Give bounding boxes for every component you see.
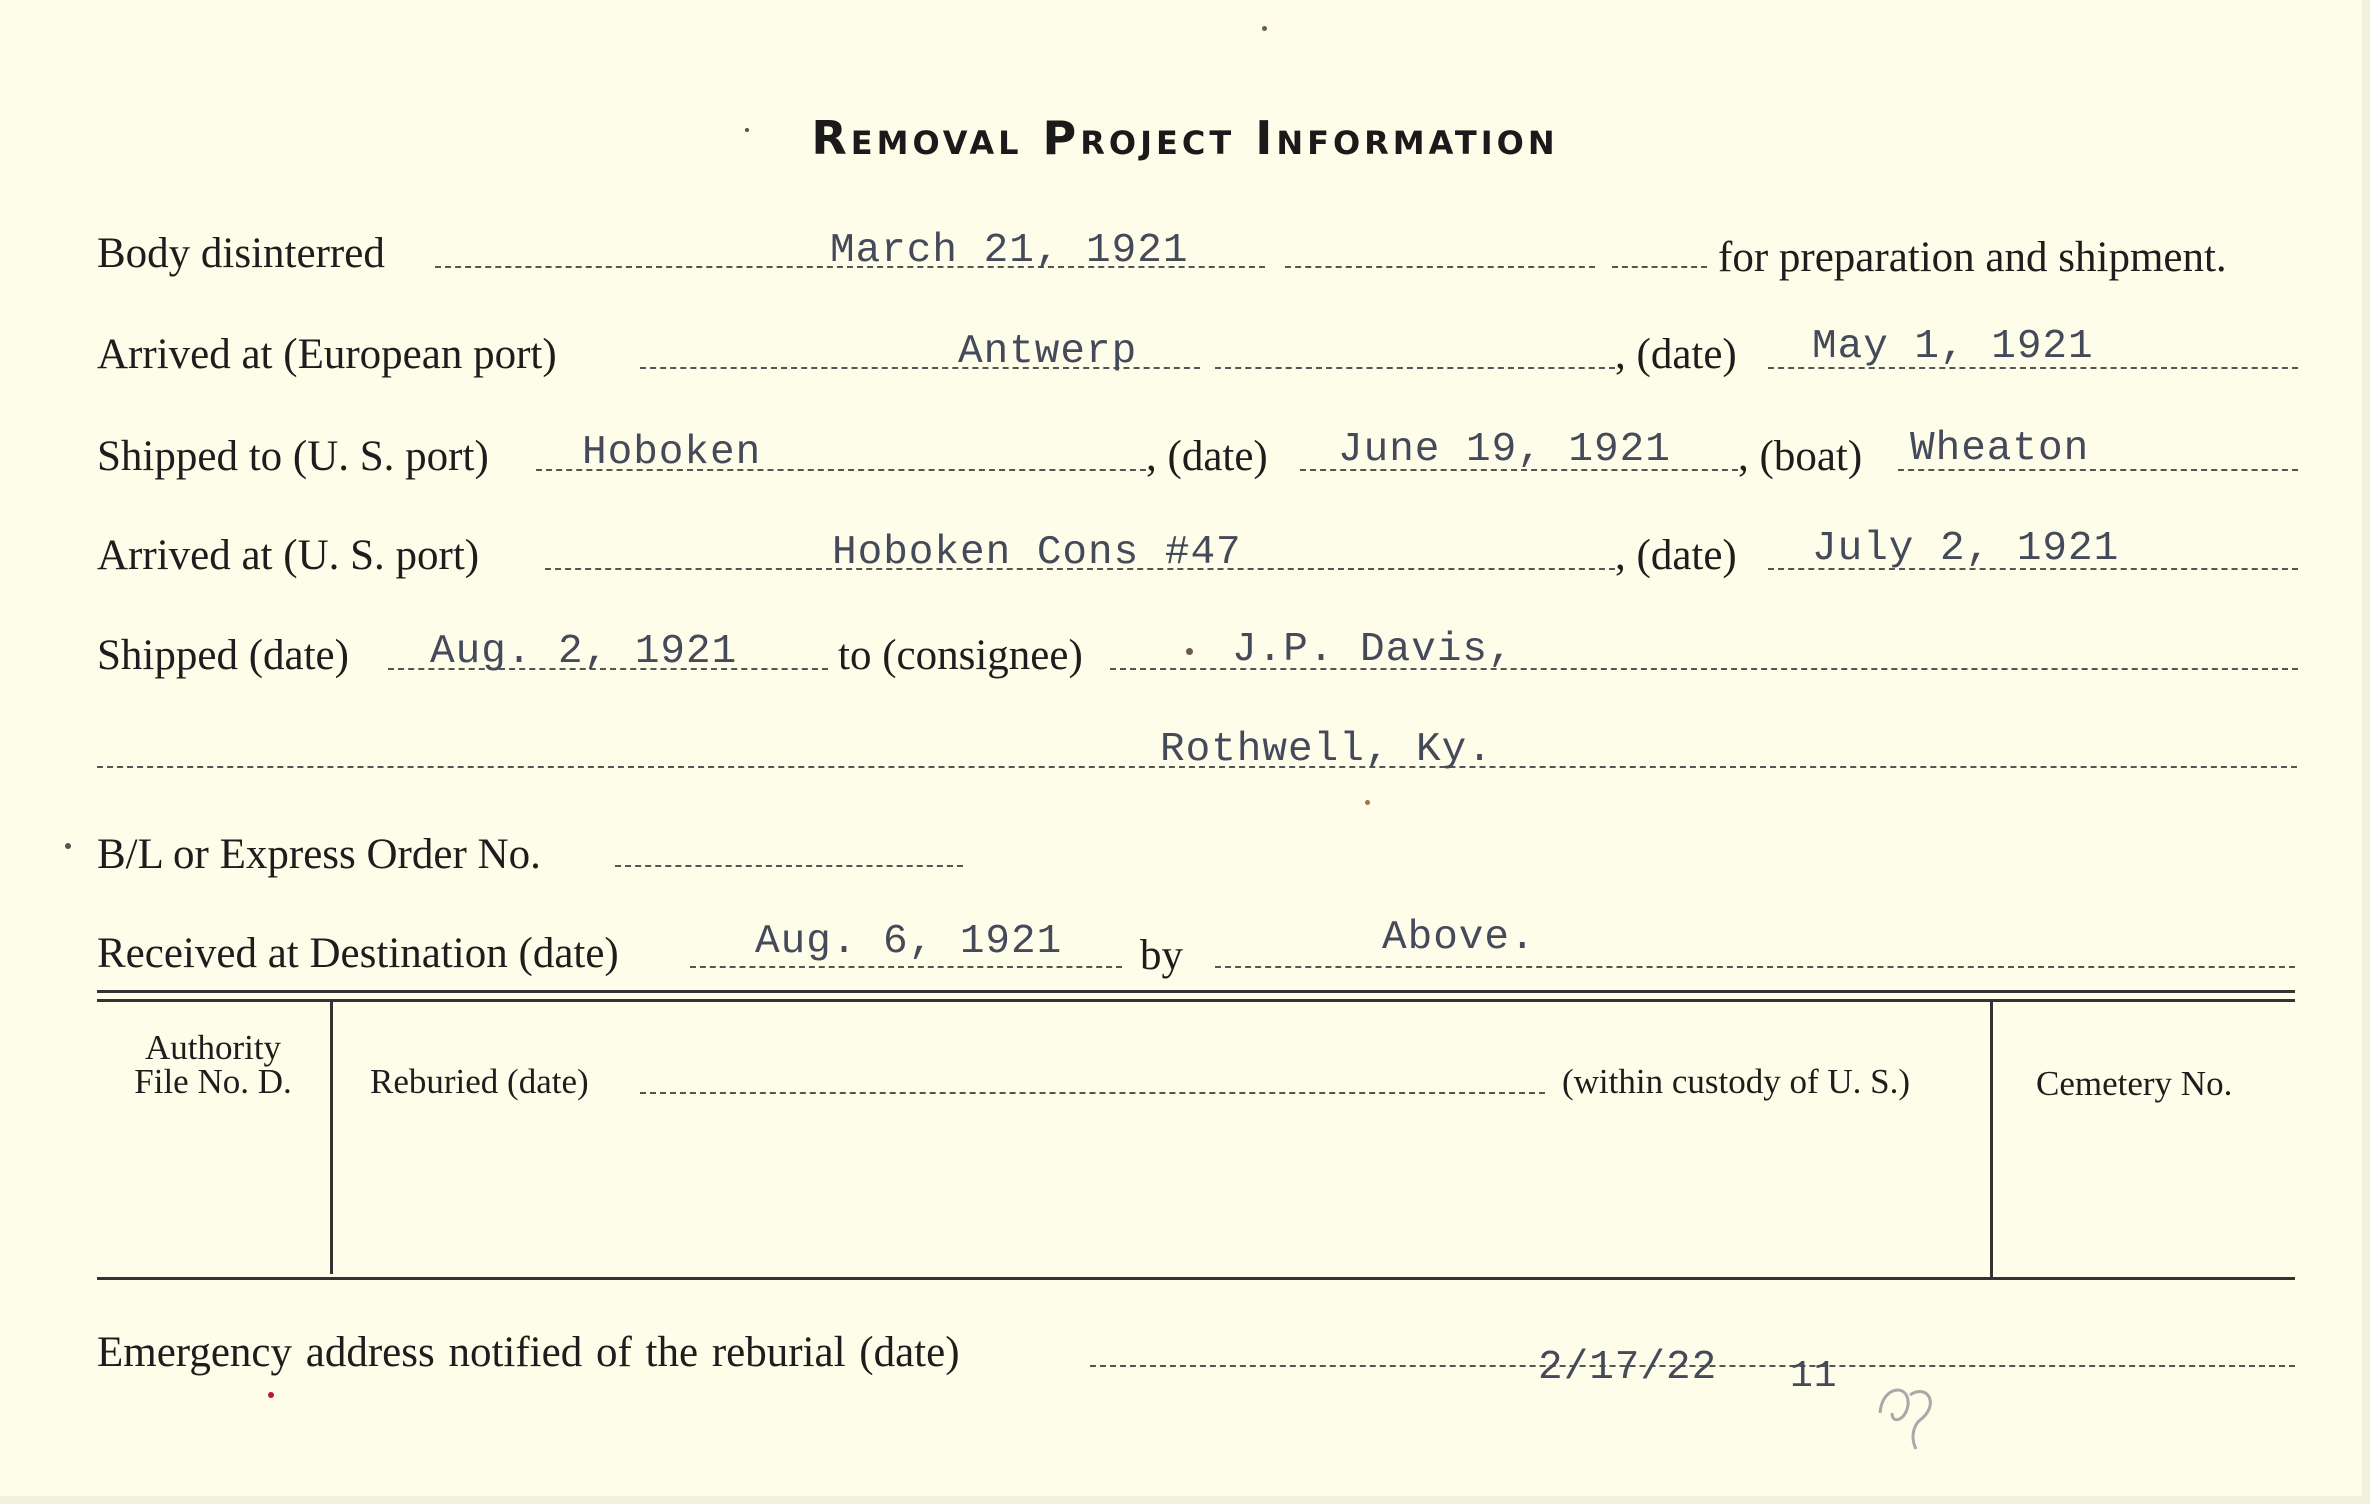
- us-port-label: Arrived at (U. S. port): [97, 532, 480, 579]
- paper-speck: [1262, 26, 1267, 31]
- received-by-label: by: [1140, 932, 1183, 979]
- cemetery-label: Cemetery No.: [2036, 1064, 2233, 1103]
- bl-label: B/L or Express Order No.: [97, 831, 541, 878]
- us-port-date-label: , (date): [1615, 532, 1737, 579]
- received-label: Received at Destination (date): [97, 930, 619, 977]
- consignee-address: Rothwell, Ky.: [1160, 727, 1493, 773]
- authority-label-line1: Authority: [144, 1028, 282, 1067]
- box-bottom-rule: [97, 1277, 2295, 1280]
- shipped-to-boat-label: , (boat): [1738, 433, 1863, 480]
- paper-speck: [1365, 800, 1370, 805]
- box-divider-left: [330, 1002, 333, 1274]
- shipped-date: Aug. 2, 1921: [430, 629, 738, 675]
- disinterred-label: Body disinterred: [97, 230, 385, 277]
- us-port-value: Hoboken Cons #47: [832, 530, 1242, 576]
- received-date: Aug. 6, 1921: [755, 919, 1063, 965]
- pencil-initial-mark: [1870, 1365, 1950, 1455]
- european-port-date: May 1, 1921: [1812, 324, 2094, 370]
- european-port-date-label: , (date): [1615, 331, 1737, 378]
- received-date-line: [690, 966, 1122, 968]
- card-title: Removal Project Information: [811, 111, 1559, 165]
- box-divider-right: [1990, 1002, 1993, 1278]
- paper-speck: [745, 128, 749, 132]
- us-port-date: July 2, 1921: [1812, 526, 2120, 572]
- shipped-to-date-label: , (date): [1146, 433, 1268, 480]
- european-port-dotted-line-2: [1215, 367, 1615, 369]
- emergency-date: 2/17/22: [1538, 1345, 1718, 1391]
- disinterred-date: March 21, 1921: [830, 228, 1189, 274]
- shipped-date-label: Shipped (date): [97, 632, 349, 679]
- shipped-to-boat: Wheaton: [1910, 426, 2090, 472]
- received-by: Above.: [1382, 915, 1536, 961]
- reburied-line: [640, 1092, 1545, 1094]
- shipped-to-label: Shipped to (U. S. port): [97, 433, 489, 480]
- disinterred-dotted-line-2: [1285, 266, 1595, 268]
- double-rule-bottom: [97, 999, 2295, 1002]
- emergency-initials: 11: [1790, 1355, 1838, 1398]
- emergency-label: Emergency address notified of the reburial (date): [97, 1329, 960, 1376]
- reburied-label: Reburied (date): [370, 1062, 589, 1101]
- shipped-to-date: June 19, 1921: [1338, 427, 1671, 473]
- double-rule-top: [97, 990, 2295, 993]
- red-ink-speck: [268, 1392, 274, 1398]
- ink-dot: [1186, 648, 1193, 655]
- received-by-line: [1215, 966, 2295, 968]
- disinterred-dotted-line-3: [1612, 266, 1707, 268]
- bl-line: [615, 865, 963, 867]
- paper-speck: [65, 843, 71, 849]
- european-port-label: Arrived at (European port): [97, 331, 557, 378]
- shipped-to-port: Hoboken: [582, 430, 762, 476]
- consignee-label: to (consignee): [838, 632, 1083, 679]
- consignee-name: J.P. Davis,: [1232, 627, 1514, 673]
- custody-label: (within custody of U. S.): [1562, 1062, 1911, 1101]
- european-port-value: Antwerp: [958, 329, 1138, 375]
- authority-label-line2: File No. D.: [134, 1062, 292, 1101]
- disinterred-suffix: for preparation and shipment.: [1718, 234, 2227, 281]
